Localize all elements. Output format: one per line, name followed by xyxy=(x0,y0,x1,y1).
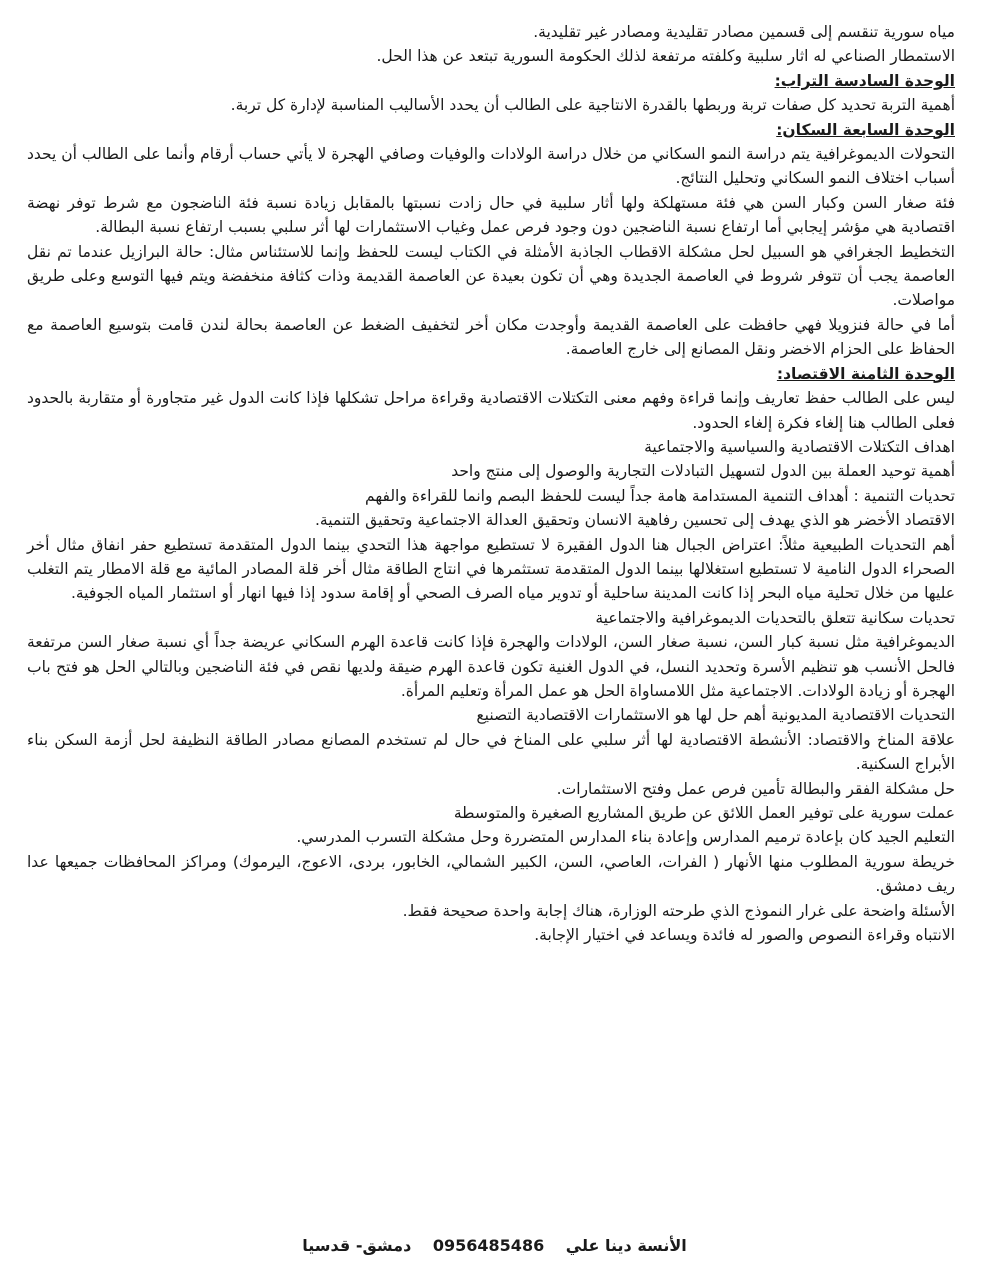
paragraph: فئة صغار السن وكبار السن هي فئة مستهلكة ولها أثار سلبية في حال زادت نسبتها بالمقابل زيادة نسبة فئة الناضجون مع شرط توفر نهضة اقتصادية هي مؤشر إيجابي أما ارتفاع نسبة الناضجين دون وجود فرص عمل وغياب الاستثمارات لها أثر سلبي بسبب ارتفاع نسبة البطالة. xyxy=(27,193,955,237)
paragraph: أما في حالة فنزويلا فهي حافظت على العاصمة القديمة وأوجدت مكان أخر لتخفيف الضغط عن العاصمة بحالة لندن قامت بتوسيع العاصمة مع الحفاظ على الحزام الاخضر ونقل المصانع إلى خارج العاصمة. xyxy=(27,315,955,359)
document-body xyxy=(27,20,955,947)
paragraph: التحولات الديموغرافية يتم دراسة النمو السكاني من خلال دراسة الولادات والوفيات وصافي الهجرة لا يأتي حساب أرقام وأنما على الطالب أن يحدد أسباب اختلاف النمو السكاني وتحليل النتائج. xyxy=(26,145,955,188)
paragraph: خريطة سورية المطلوب منها الأنهار ( الفرات، العاصي، السن، الكبير الشمالي، الخابور، بردى، الاعوج، اليرموك) ومراكز المحافظات جميعها عدا ريف دمشق. xyxy=(27,852,955,896)
footer-signature xyxy=(0,1236,989,1255)
location: دمشق- قدسيا xyxy=(302,1236,412,1255)
section-heading: الوحدة الثامنة الاقتصاد: xyxy=(776,364,955,383)
paragraph: عملت سورية على توفير العمل اللائق عن طريق المشاريع الصغيرة والمتوسطة xyxy=(453,804,955,822)
teacher-name: الأنسة دينا علي xyxy=(565,1236,687,1255)
paragraph: أهمية توحيد العملة بين الدول لتسهيل التبادلات التجارية والوصول إلى منتج واحد xyxy=(451,462,955,481)
phone-number: 0956485486 xyxy=(432,1236,545,1255)
paragraph: أهم التحديات الطبيعية مثلاً: اعتراض الجبال هنا الدول الفقيرة لا تستطيع مواجهة هذا التحدي بينما الدول المتقدمة تستطيع حفر انفاق مثال أخر الصحراء الدول النامية لا تستطيع استغلالها بينما الدول المتقدمة تستثمرها في انتاج الطاقة مثال أخر قلة المصادر المائية مع قلة الامطار يتم التغلب عليها من خلال تحلية مياه البحر إذا كانت المدينة ساحلية أو تدوير مياه الصرف الصحي أو إقامة سدود إذا فيها انهار أو استثمار المياه الجوفية. xyxy=(27,535,955,603)
paragraph: التعليم الجيد كان بإعادة ترميم المدارس وإعادة بناء المدارس المتضررة وحل مشكلة التسرب المدرسي. xyxy=(296,828,955,847)
paragraph: الديموغرافية مثل نسبة كبار السن، نسبة صغار السن، الولادات والهجرة فإذا كانت قاعدة الهرم السكاني عريضة جداً أي نسبة صغار السن مرتفعة فالحل الأنسب هو تنظيم الأسرة وتحديد النسل، في الدول الغنية تكون قاعدة الهرم ضيقة ولديها نقص في فئة الناضجين وبالتالي الحل هو فتح باب الهجرة أو زيادة الولادات. الاجتماعية مثل اللامساواة الحل هو عمل المرأة وتعليم المرأة. xyxy=(27,633,955,700)
paragraph: الانتباه وقراءة النصوص والصور له فائدة ويساعد في اختيار الإجابة. xyxy=(534,926,955,945)
section-heading: الوحدة السادسة التراب: xyxy=(774,71,955,90)
paragraph: الاقتصاد الأخضر هو الذي يهدف إلى تحسين رفاهية الانسان وتحقيق العدالة الاجتماعية وتحقيق التنمية. xyxy=(314,511,955,530)
paragraph: تحديات التنمية : أهداف التنمية المستدامة هامة جداً ليست للحفظ البصم وانما للقراءة والفهم xyxy=(365,486,955,505)
paragraph: الاستمطار الصناعي له اثار سلبية وكلفته مرتفعة لذلك الحكومة السورية تبتعد عن هذا الحل. xyxy=(376,47,955,66)
paragraph: أهمية التربة تحديد كل صفات تربة وربطها بالقدرة الانتاجية على الطالب أن يحدد الأساليب المناسبة لإدارة كل تربة. xyxy=(230,96,955,115)
paragraph: حل مشكلة الفقر والبطالة تأمين فرص عمل وفتح الاستثمارات. xyxy=(556,779,955,798)
section-heading: الوحدة السابعة السكان: xyxy=(776,120,955,139)
paragraph: علاقة المناخ والاقتصاد: الأنشطة الاقتصادية لها أثر سلبي على المناخ في حال لم تستخدم المصانع مصادر الطاقة النظيفة لحل أزمة السكن بناء الأبراج السكنية. xyxy=(27,730,955,774)
paragraph: مياه سورية تنقسم إلى قسمين مصادر تقليدية ومصادر غير تقليدية. xyxy=(533,23,955,41)
paragraph: التخطيط الجغرافي هو السبيل لحل مشكلة الاقطاب الجاذبة الأمثلة في الكتاب ليست للحفظ وإنما للاستئناس مثال: حالة البرازيل عندما تم نقل العاصمة يجب أن تتوفر شروط في العاصمة الجديدة وهي أن تكون بعيدة عن العاصمة القديمة وذات كثافة منخفضة ويتم فيها التوسع وعلى طريق مواصلات. xyxy=(27,242,955,310)
paragraph: ليس على الطالب حفظ تعاريف وإنما قراءة وفهم معنى التكتلات الاقتصادية وقراءة مراحل تشكلها فإذا كانت الدول غير متجاورة أو متقاربة بالحدود فعلى الطالب هنا إلغاء فكرة إلغاء الحدود. xyxy=(27,389,955,432)
paragraph: تحديات سكانية تتعلق بالتحديات الديموغرافية والاجتماعية xyxy=(595,608,955,627)
paragraph: التحديات الاقتصادية المديونية أهم حل لها هو الاستثمارات الاقتصادية التصنيع xyxy=(476,706,955,725)
paragraph: الأسئلة واضحة على غرار النموذج الذي طرحته الوزارة، هناك إجابة واحدة صحيحة فقط. xyxy=(402,901,955,920)
paragraph: اهداف التكتلات الاقتصادية والسياسية والاجتماعية xyxy=(644,437,955,456)
